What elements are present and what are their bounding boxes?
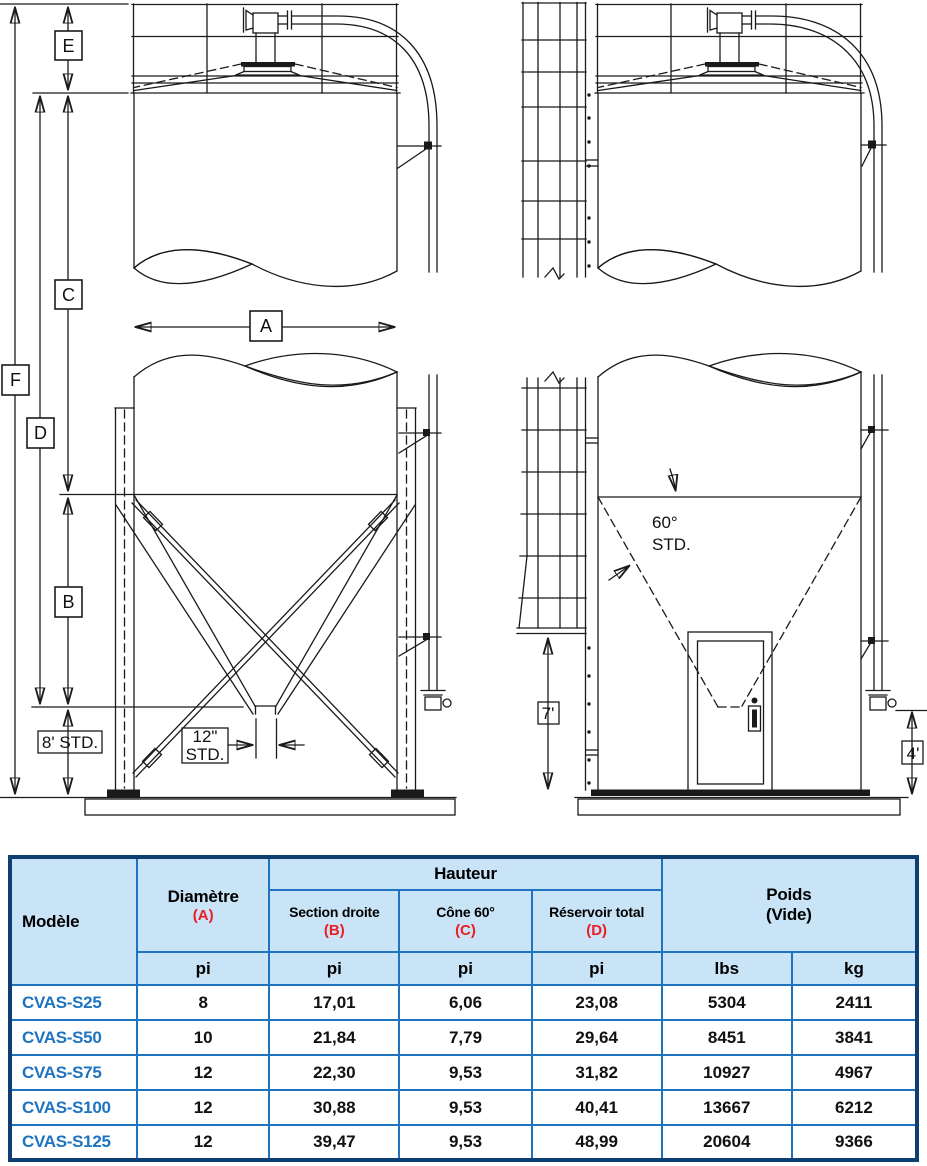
cone-value: 7,79	[399, 1020, 531, 1055]
col-header-diametre	[137, 857, 269, 952]
diametre-value: 12	[137, 1125, 269, 1160]
seven-ft-label: 7'	[541, 704, 555, 723]
dimension-lines	[0, 4, 394, 793]
model-name: CVAS-S125	[10, 1125, 137, 1160]
section-value: 22,30	[269, 1055, 399, 1090]
kg-value: 2411	[792, 985, 917, 1020]
table-row	[10, 985, 917, 1020]
dim-label-b: B	[62, 592, 75, 612]
diametre-value: 10	[137, 1020, 269, 1055]
diametre-value: 8	[137, 985, 269, 1020]
reservoir-value: 29,64	[532, 1020, 662, 1055]
kg-value: 9366	[792, 1125, 917, 1160]
unit-lbs: lbs	[662, 952, 792, 985]
cone-label: Cône 60°	[436, 904, 495, 921]
reservoir-value: 48,99	[532, 1125, 662, 1160]
reservoir-value: 31,82	[532, 1055, 662, 1090]
diametre-value: 12	[137, 1055, 269, 1090]
side-view-lower-silo	[517, 354, 927, 815]
table-row	[10, 1020, 917, 1055]
poids-sub-label: (Vide)	[766, 905, 812, 924]
lbs-value: 20604	[662, 1125, 792, 1160]
col-header-cone	[399, 890, 531, 952]
ladder-lower	[517, 372, 598, 790]
deg60-label-line1: 60°	[652, 513, 678, 532]
col-header-poids	[662, 857, 917, 952]
reservoir-value: 23,08	[532, 985, 662, 1020]
model-name: CVAS-S75	[10, 1055, 137, 1090]
lbs-value: 13667	[662, 1090, 792, 1125]
front-view-upper-silo	[131, 4, 441, 286]
cone-ref: (C)	[455, 921, 476, 939]
table-row	[10, 1125, 917, 1160]
table-row	[10, 1090, 917, 1125]
section-value: 21,84	[269, 1020, 399, 1055]
section-value: 30,88	[269, 1090, 399, 1125]
side-view-upper-silo	[522, 3, 886, 287]
section-droite-label: Section droite	[289, 904, 380, 921]
poids-label: Poids	[766, 885, 812, 904]
reservoir-label: Réservoir total	[549, 904, 645, 921]
dimension-labels	[2, 31, 282, 764]
cone-value: 9,53	[399, 1125, 531, 1160]
kg-value: 4967	[792, 1055, 917, 1090]
unit-cone: pi	[399, 952, 531, 985]
lbs-value: 10927	[662, 1055, 792, 1090]
unit-section: pi	[269, 952, 399, 985]
section-value: 39,47	[269, 1125, 399, 1160]
lbs-value: 5304	[662, 985, 792, 1020]
col-header-modele: Modèle	[10, 857, 137, 985]
four-ft-label: 4'	[906, 744, 920, 763]
diametre-label: Diamètre	[167, 886, 239, 906]
kg-value: 6212	[792, 1090, 917, 1125]
diametre-ref: (A)	[192, 906, 214, 924]
kg-value: 3841	[792, 1020, 917, 1055]
model-name: CVAS-S25	[10, 985, 137, 1020]
model-name: CVAS-S50	[10, 1020, 137, 1055]
cone-value: 9,53	[399, 1055, 531, 1090]
std12-label-line1: 12"	[192, 727, 218, 746]
deg60-label-line2: STD.	[652, 535, 691, 554]
unit-kg: kg	[792, 952, 917, 985]
ground-hatch-right	[578, 799, 900, 815]
dim-label-d: D	[34, 423, 47, 443]
ladder-upper	[522, 3, 598, 280]
spec-table-container	[8, 855, 919, 1162]
dim-label-e: E	[62, 36, 75, 56]
reservoir-value: 40,41	[532, 1090, 662, 1125]
cone-value: 9,53	[399, 1090, 531, 1125]
access-door	[688, 632, 772, 795]
ground-hatch-left	[85, 799, 455, 815]
reservoir-ref: (D)	[586, 921, 608, 939]
col-header-hauteur: Hauteur	[269, 857, 661, 890]
dim-label-a: A	[259, 316, 273, 336]
spec-table	[8, 855, 919, 1162]
unit-reservoir: pi	[532, 952, 662, 985]
lbs-value: 8451	[662, 1020, 792, 1055]
col-header-reservoir	[532, 890, 662, 952]
cone-value: 6,06	[399, 985, 531, 1020]
diametre-value: 12	[137, 1090, 269, 1125]
std12-label-line2: STD.	[185, 745, 225, 764]
section-value: 17,01	[269, 985, 399, 1020]
std8-label: 8' STD.	[41, 733, 99, 752]
model-name: CVAS-S100	[10, 1090, 137, 1125]
col-header-section-droite	[269, 890, 399, 952]
dim-label-f: F	[10, 370, 21, 390]
unit-diametre: pi	[137, 952, 269, 985]
dim-label-c: C	[62, 285, 75, 305]
table-row	[10, 1055, 917, 1090]
section-droite-ref: (B)	[323, 921, 345, 939]
